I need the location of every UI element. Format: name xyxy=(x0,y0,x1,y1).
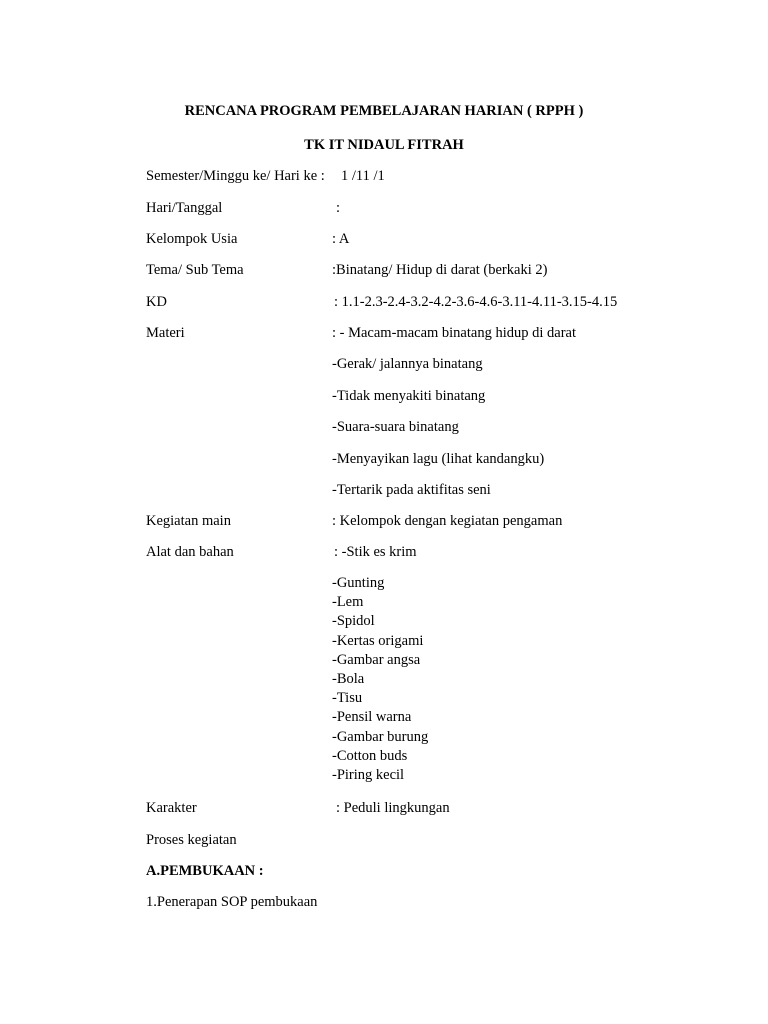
alat-list xyxy=(332,574,428,785)
alat-item: -Piring kecil xyxy=(332,767,405,784)
alat-label: Alat dan bahan xyxy=(146,544,234,560)
alat-value: : -Stik es krim xyxy=(334,544,417,560)
alat-item: -Cotton buds xyxy=(332,747,408,764)
tema-label: Tema/ Sub Tema xyxy=(146,262,244,278)
kelompok-label: Kelompok Usia xyxy=(146,231,238,247)
kegiatan-label: Kegiatan main xyxy=(146,513,231,529)
alat-item: -Spidol xyxy=(332,613,375,630)
materi-label: Materi xyxy=(146,325,185,341)
karakter-value: : Peduli lingkungan xyxy=(336,800,450,816)
hari-label: Hari/Tanggal xyxy=(146,200,223,216)
alat-item: -Gambar burung xyxy=(332,728,429,745)
materi-item: -Gerak/ jalannya binatang xyxy=(332,356,483,372)
alat-item: -Tisu xyxy=(332,690,363,707)
materi-value: : - Macam-macam binatang hidup di darat xyxy=(332,325,576,341)
alat-item: -Gambar angsa xyxy=(332,651,421,668)
karakter-label: Karakter xyxy=(146,800,197,816)
school-name: TK IT NIDAUL FITRAH xyxy=(304,137,464,153)
kd-value: : 1.1-2.3-2.4-3.2-4.2-3.6-4.6-3.11-4.11-3.15-4.15 xyxy=(334,294,618,310)
alat-item: -Bola xyxy=(332,671,365,688)
semester-label: Semester/Minggu ke/ Hari ke : xyxy=(146,168,325,184)
pembukaan-heading: A.PEMBUKAAN : xyxy=(146,863,264,879)
materi-item: -Tidak menyakiti binatang xyxy=(332,388,486,404)
materi-item: -Tertarik pada aktifitas seni xyxy=(332,482,491,498)
document-title: RENCANA PROGRAM PEMBELAJARAN HARIAN ( RPPH ) xyxy=(184,103,584,119)
alat-item: -Pensil warna xyxy=(332,709,412,726)
alat-item: -Kertas origami xyxy=(332,632,424,649)
kd-label: KD xyxy=(146,294,167,310)
tema-value: :Binatang/ Hidup di darat (berkaki 2) xyxy=(332,262,548,278)
semester-value: 1 /11 /1 xyxy=(341,168,385,184)
alat-item: -Lem xyxy=(332,594,364,611)
alat-item: -Gunting xyxy=(332,575,385,591)
kelompok-value: : A xyxy=(332,231,350,247)
sop-item: 1.Penerapan SOP pembukaan xyxy=(146,894,318,910)
hari-value: : xyxy=(336,200,341,216)
proses-heading: Proses kegiatan xyxy=(146,832,237,848)
materi-item: -Menyayikan lagu (lihat kandangku) xyxy=(332,451,545,467)
materi-item: -Suara-suara binatang xyxy=(332,419,459,435)
kegiatan-value: : Kelompok dengan kegiatan pengaman xyxy=(332,513,563,529)
